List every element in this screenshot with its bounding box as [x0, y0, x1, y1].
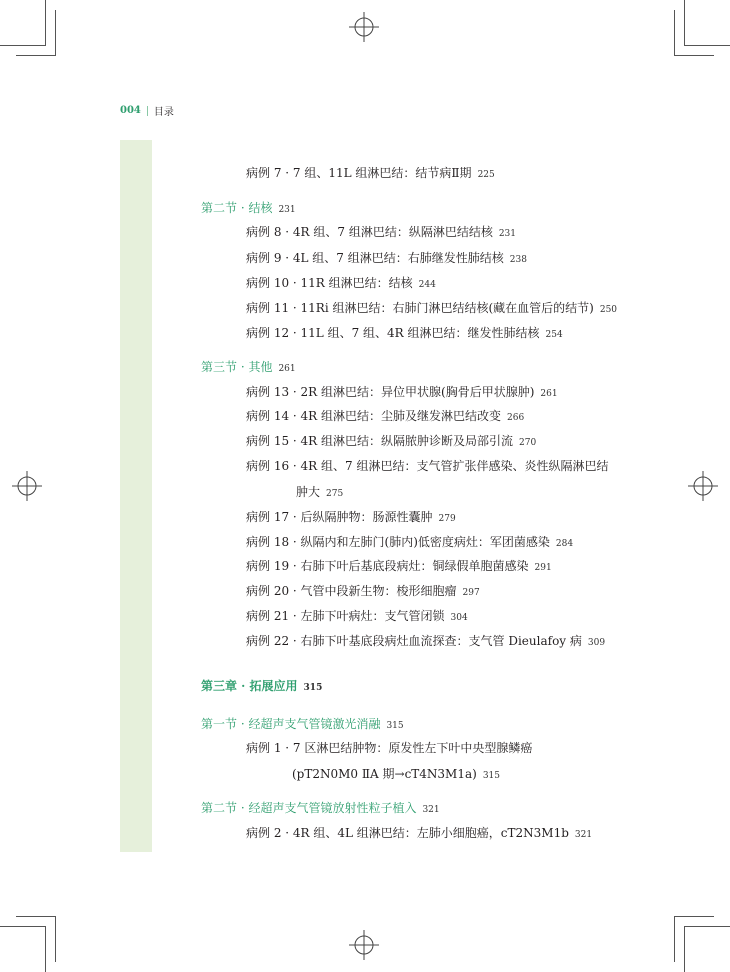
- header-divider: [147, 106, 148, 116]
- toc-entry: 病例 12 · 11L 组、7 组、4R 组淋巴结：继发性肺结核 254: [246, 326, 563, 340]
- toc-entry: 病例 13 · 2R 组淋巴结：异位甲状腺(胸骨后甲状腺肿) 261: [246, 385, 558, 399]
- running-header: [120, 103, 174, 118]
- toc-entry: 病例 7 · 7 组、11L 组淋巴结：结节病Ⅱ期 225: [246, 166, 495, 180]
- crop-mark: [45, 0, 46, 46]
- toc-entry: 病例 15 · 4R 组淋巴结：纵隔脓肿诊断及局部引流 270: [246, 434, 537, 448]
- crop-mark: [684, 45, 730, 46]
- crop-mark: [684, 926, 685, 972]
- crop-mark: [55, 10, 56, 56]
- toc-entry: 病例 2 · 4R 组、4L 组淋巴结：左肺小细胞癌，cT2N3M1b 321: [246, 826, 593, 840]
- toc-entry: 病例 8 · 4R 组、7 组淋巴结：纵隔淋巴结结核 231: [246, 225, 517, 239]
- toc-section: 第二节 · 经超声支气管镜放射性粒子植入 321: [201, 801, 440, 815]
- crop-mark: [674, 55, 714, 56]
- crop-mark: [674, 916, 714, 917]
- crop-mark: [0, 45, 46, 46]
- crop-mark: [684, 926, 730, 927]
- margin-band: [120, 140, 152, 852]
- crop-mark: [674, 916, 675, 962]
- crop-mark: [45, 926, 46, 972]
- toc-entry: 病例 9 · 4L 组、7 组淋巴结：右肺继发性肺结核 238: [246, 251, 527, 265]
- toc-entry: 病例 11 · 11Ri 组淋巴结：右肺门淋巴结结核(藏在血管后的结节) 250: [246, 301, 618, 315]
- toc-section: 第二节 · 结核 231: [201, 201, 296, 215]
- crop-mark: [684, 0, 685, 46]
- toc-entry: 病例 1 · 7 区淋巴结肿物：原发性左下叶中央型腺鳞癌: [246, 741, 533, 755]
- toc-entry: 病例 14 · 4R 组淋巴结：尘肺及继发淋巴结改变 266: [246, 409, 525, 423]
- toc-entry: 病例 21 · 左肺下叶病灶：支气管闭锁 304: [246, 609, 468, 623]
- toc-entry-continuation: 肿大 275: [296, 485, 344, 499]
- crop-mark: [16, 916, 56, 917]
- registration-mark-icon: [688, 471, 718, 501]
- toc-entry: 病例 22 · 右肺下叶基底段病灶血流探查：支气管 Dieulafoy 病 309: [246, 634, 606, 648]
- toc-entry: 病例 10 · 11R 组淋巴结：结核 244: [246, 276, 436, 290]
- toc-chapter: 第三章 · 拓展应用 315: [201, 679, 323, 693]
- header-title: 目录: [153, 107, 174, 118]
- registration-mark-icon: [349, 930, 379, 960]
- toc-entry: 病例 19 · 右肺下叶后基底段病灶：铜绿假单胞菌感染 291: [246, 559, 552, 573]
- toc-entry: 病例 16 · 4R 组、7 组淋巴结：支气管扩张伴感染、炎性纵隔淋巴结: [246, 459, 609, 473]
- toc-section: 第一节 · 经超声支气管镜激光消融 315: [201, 717, 404, 731]
- crop-mark: [674, 10, 675, 56]
- page-number: 004: [120, 105, 141, 116]
- toc-entry: 病例 18 · 纵隔内和左肺门(肺内)低密度病灶：军团菌感染 284: [246, 535, 574, 549]
- toc-section: 第三节 · 其他 261: [201, 360, 296, 374]
- crop-mark: [0, 926, 46, 927]
- crop-mark: [55, 916, 56, 962]
- toc-entry: 病例 17 · 后纵隔肿物：肠源性囊肿 279: [246, 510, 456, 524]
- toc-entry-continuation: (pT2N0M0 ⅡA 期→cT4N3M1a) 315: [292, 767, 501, 781]
- registration-mark-icon: [349, 12, 379, 42]
- toc-entry: 病例 20 · 气管中段新生物：梭形细胞瘤 297: [246, 584, 480, 598]
- crop-mark: [16, 55, 56, 56]
- registration-mark-icon: [12, 471, 42, 501]
